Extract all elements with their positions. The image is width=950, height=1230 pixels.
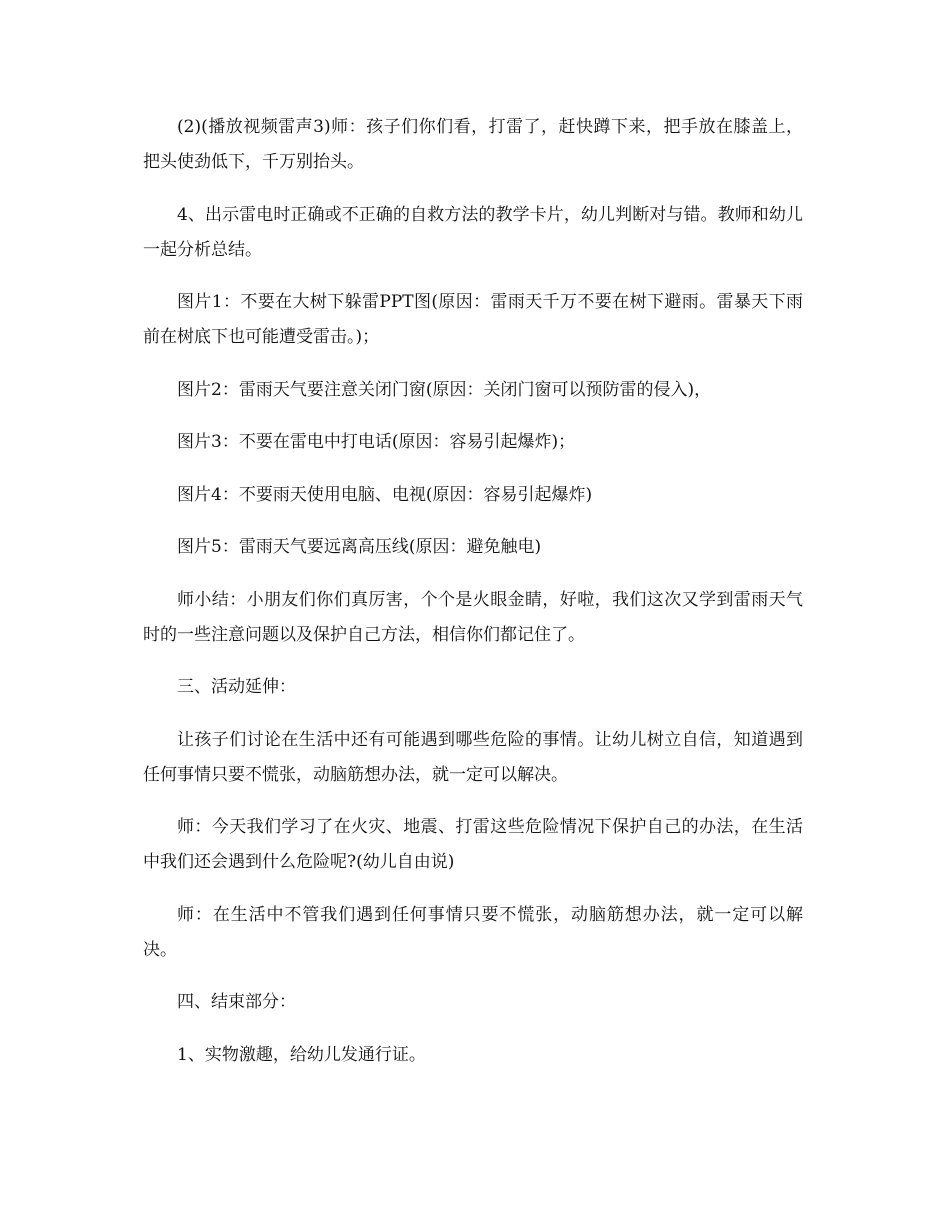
section-heading-activity-extension: 三、活动延伸： [177,677,296,697]
paragraph-picture-2: 图片2：雷雨天气要注意关闭门窗(原因：关闭门窗可以预防雷的侵入)， [177,379,712,400]
paragraph-teacher-summary: 师小结：小朋友们你们真厉害，个个是火眼金睛，好啦，我们这次又学到雷雨天气时的一些注意问题以及保护自己方法，相信你们都记住了。 [143,589,803,645]
document-body [143,110,803,1090]
paragraph-self-rescue-cards: 4、出示雷电时正确或不正确的自救方法的教学卡片，幼儿判断对与错。教师和幼儿一起分析总结。 [143,204,803,260]
paragraph-thunder-video: (2)(播放视频雷声3)师：孩子们你们看，打雷了，赶快蹲下来，把手放在膝盖上，把头使劲低下，千万别抬头。 [143,117,803,172]
paragraph-ending-item-1: 1、实物激趣，给幼儿发通行证。 [177,1044,426,1065]
paragraph-teacher-conclusion: 师：在生活中不管我们遇到任何事情只要不慌张，动脑筋想办法，就一定可以解决。 [143,904,803,960]
paragraph-picture-1: 图片1：不要在大树下躲雷PPT图(原因：雷雨天千万不要在树下避雨。雷暴天下雨前在树底下也可能遭受雷击。)； [143,292,803,347]
paragraph-picture-4: 图片4：不要雨天使用电脑、电视(原因：容易引起爆炸) [177,484,593,505]
paragraph-teacher-question: 师：今天我们学习了在火灾、地震、打雷这些危险情况下保护自己的办法，在生活中我们还会遇到什么危险呢?(幼儿自由说) [143,817,803,872]
paragraph-picture-5: 图片5：雷雨天气要远离高压线(原因：避免触电) [177,537,542,557]
paragraph-picture-3: 图片3：不要在雷电中打电话(原因：容易引起爆炸)； [177,432,576,452]
paragraph-discussion: 让孩子们讨论在生活中还有可能遇到哪些危险的事情。让幼儿树立自信，知道遇到任何事情只要不慌张，动脑筋想办法，就一定可以解决。 [143,729,803,785]
section-heading-ending: 四、结束部分： [177,992,296,1012]
